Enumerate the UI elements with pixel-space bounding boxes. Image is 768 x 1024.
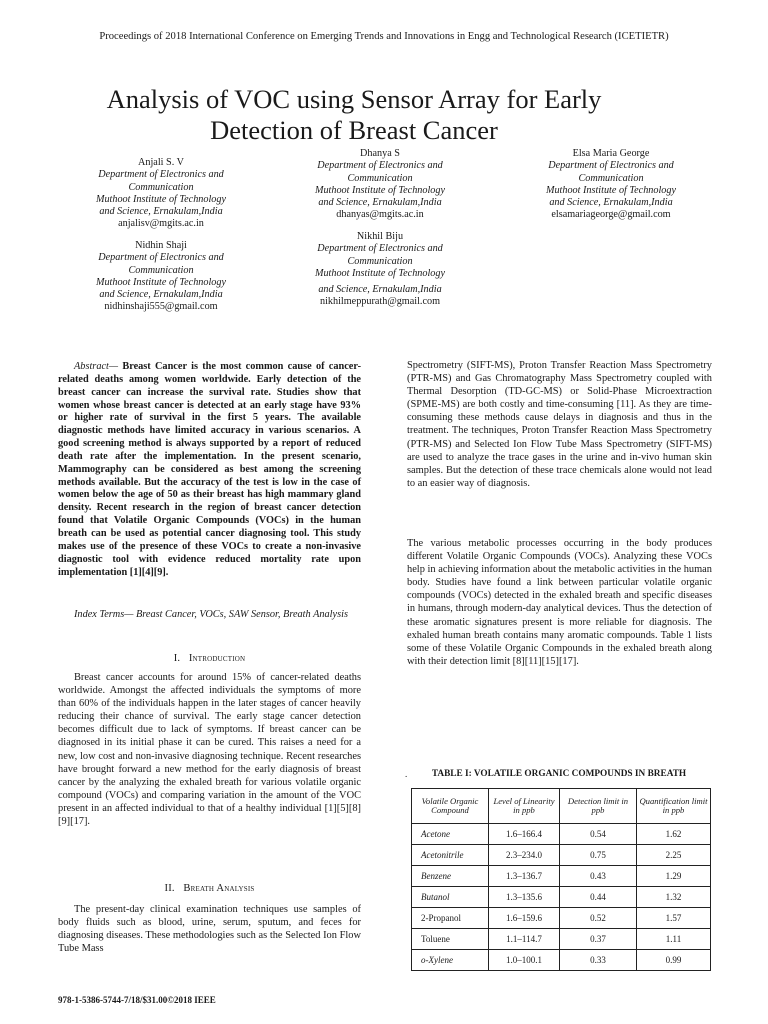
- table-cell: Toluene: [412, 929, 489, 950]
- author-email: dhanyas@mgits.ac.in: [336, 209, 424, 221]
- author-name: Anjali S. V: [138, 157, 184, 168]
- table-cell: 1.29: [637, 866, 711, 887]
- author-block-5: [278, 231, 482, 309]
- table-cell: 1.57: [637, 908, 711, 929]
- author-dept: Department of Electronics and: [317, 160, 443, 172]
- table-header-cell: Quantification limit in ppb: [637, 789, 711, 824]
- table-cell: Acetone: [412, 824, 489, 845]
- author-email: elsamariageorge@gmail.com: [551, 209, 671, 221]
- author-inst: and Science, Ernakulam,India: [318, 197, 442, 209]
- author-block-3: [510, 148, 712, 222]
- paper-title: [40, 84, 668, 146]
- table-header-cell: Volatile Organic Compound: [412, 789, 489, 824]
- author-email: anjalisv@mgits.ac.in: [118, 218, 204, 230]
- table-caption: TABLE I: VOLATILE ORGANIC COMPOUNDS IN BREATH: [431, 769, 687, 779]
- author-dept: Department of Electronics and: [98, 252, 224, 264]
- table-cell: 1.62: [637, 824, 711, 845]
- table-cell: 2.3–234.0: [489, 845, 560, 866]
- abstract-label: Abstract—: [74, 361, 119, 372]
- table-cell: 2.25: [637, 845, 711, 866]
- table-cell: 1.6–166.4: [489, 824, 560, 845]
- title-line-2: Detection of Breast Cancer: [210, 115, 498, 145]
- author-dept: Communication: [347, 255, 413, 267]
- author-email: nidhinshaji555@gmail.com: [104, 301, 218, 313]
- section-heading-breath-analysis: [58, 883, 361, 894]
- author-email: nikhilmeppurath@gmail.com: [319, 296, 440, 308]
- author-dept: Department of Electronics and: [98, 169, 224, 181]
- section-number: I.: [173, 653, 181, 664]
- author-dept: Department of Electronics and: [317, 243, 443, 255]
- table-cell: 0.54: [560, 824, 637, 845]
- stray-dot: .: [405, 769, 408, 779]
- right-paragraph-2: The various metabolic processes occurring in the body produces different Volatile Organic Compounds (VOCs). Analyzing these VOCs help in achieving information about the metabolic activities in the human body. Studies have found a link between particular volatile organic compounds (VOCs) detected in the exhaled breath and specific diseases in humans, through modern-day analytical devices. Thus the detection of these aromatic signatures present is more reliable for diagnosis. The exhaled human breath contains many aromatic compounds. Table 1 lists some of these Volatile Organic Compounds in the exhaled breath along with their detection limit [8][11][15][17].: [407, 538, 712, 667]
- table-row: [412, 908, 711, 929]
- table-cell: 1.32: [637, 887, 711, 908]
- author-inst: and Science, Ernakulam,India: [318, 284, 442, 296]
- author-dept: Department of Electronics and: [548, 160, 674, 172]
- table-cell: 0.52: [560, 908, 637, 929]
- voc-table: [411, 788, 711, 971]
- table-row: [412, 845, 711, 866]
- section-heading-introduction: [58, 653, 361, 664]
- table-cell: 0.43: [560, 866, 637, 887]
- author-name: Elsa Maria George: [572, 148, 650, 159]
- author-block-2: [278, 148, 482, 222]
- table-header-row: [412, 789, 711, 824]
- table-row: [412, 887, 711, 908]
- table-row: [412, 824, 711, 845]
- table-header-cell: Level of Linearity in ppb: [489, 789, 560, 824]
- table-cell: 2-Propanol: [412, 908, 489, 929]
- table-cell: 1.3–136.7: [489, 866, 560, 887]
- author-inst: Muthoot Institute of Technology: [314, 184, 446, 196]
- table-cell: o-Xylene: [412, 950, 489, 971]
- author-inst: and Science, Ernakulam,India: [99, 206, 223, 218]
- table-row: [412, 866, 711, 887]
- author-dept: Communication: [128, 264, 194, 276]
- author-dept: Communication: [347, 172, 413, 184]
- abstract: [58, 361, 361, 579]
- table-cell: 1.1–114.7: [489, 929, 560, 950]
- table-cell: 0.44: [560, 887, 637, 908]
- section-title: Introduction: [188, 653, 246, 664]
- author-inst: Muthoot Institute of Technology: [314, 267, 446, 279]
- conference-header: Proceedings of 2018 International Conference on Emerging Trends and Innovations in Engg and Technological Research (ICETIETR): [99, 31, 669, 42]
- author-dept: Communication: [128, 181, 194, 193]
- index-terms: Index Terms— Breast Cancer, VOCs, SAW Sensor, Breath Analysis: [74, 609, 348, 620]
- table-cell: Benzene: [412, 866, 489, 887]
- author-inst: Muthoot Institute of Technology: [95, 193, 227, 205]
- table-cell: 1.3–135.6: [489, 887, 560, 908]
- title-line-1: Analysis of VOC using Sensor Array for Early: [106, 84, 602, 114]
- table-cell: 1.6–159.6: [489, 908, 560, 929]
- table-cell: 0.37: [560, 929, 637, 950]
- author-block-4: [60, 240, 262, 314]
- table-row: [412, 950, 711, 971]
- abstract-text: Breast Cancer is the most common cause of cancer-related deaths among women worldwide. Early detection of the breast cancer can increase the survival rate. Studies show that women whose breast cancer is detected at an early stage have 93% or higher rate of survival in the first 5 years. The available diagnostic methods have limited accuracy in various scenarios. A good screening method is always supported by a report of reduced death rate after the implementation. In the present scenario, Mammography can be considered as best among the screening methods available. But the accuracy of the test is low in the case of women below the age of 50 as their breast has high mammary gland density. Recent research in the region of breast cancer detection found that Volatile Organic Compounds (VOCs) in the human breath can be used as potential cancer diagnosing tool. This study makes use of the presence of these VOCs to create a non-invasive diagnostic tool with evidence reduced mortality rate upon implementation [1][4][9].: [58, 361, 361, 578]
- breath-analysis-paragraph: The present-day clinical examination techniques use samples of body fluids such as blood, urine, serum, sputum, and feces for diagnosing diseases. These methodologies such as the Selected Ion Flow Tube Mass: [58, 904, 361, 955]
- table-cell: 1.0–100.1: [489, 950, 560, 971]
- section-number: II.: [164, 883, 175, 894]
- right-paragraph-1: Spectrometry (SIFT-MS), Proton Transfer Reaction Mass Spectrometry (PTR-MS) and Gas Chromatography Mass Spectrometry coupled with Thermal Desorption (TD-GC-MS) or Solid-Phase Microextraction (SPME-MS) are both costly and time-consuming [11]. As they are time-consuming these methods cause delays in diagnosis and thus in the treatment. The techniques, Proton Transfer Reaction Mass Spectrometry (PTR-MS) and Selected Ion Flow Tube Mass Spectrometry (SIFT-MS) are used to analyze the trace gases in the urine and in-vivo human skin samples. But the detection of these trace chemicals alone would not lead to an easier way of diagnosis.: [407, 360, 712, 489]
- table-cell: 0.99: [637, 950, 711, 971]
- table-header-cell: Detection limit in ppb: [560, 789, 637, 824]
- intro-paragraph: Breast cancer accounts for around 15% of cancer-related deaths worldwide. Amongst the affected individuals the symptoms of more than 60% of the individuals happen in the later stages of cancer heavily reducing their chance of survival. The early stage cancer detection becomes difficult due to lack of symptoms. If breast cancer can be diagnosed in its initial phase it can be cured. This raises a need for a new, low cost and non-invasive diagnosing technique. Recent researches have brought forward a new method for the early diagnosis of breast cancer by the analyzing the exhaled breath for various volatile organic compound (VOCs) and comparing variation in the amount of the VOC present in an affected individual to that of a healthy individual [1][5][8][9][17].: [58, 672, 361, 828]
- table-cell: 0.33: [560, 950, 637, 971]
- author-inst: Muthoot Institute of Technology: [545, 184, 677, 196]
- author-inst: and Science, Ernakulam,India: [549, 197, 673, 209]
- author-block-1: [60, 157, 262, 231]
- author-name: Dhanya S: [360, 148, 400, 159]
- table-cell: Butanol: [412, 887, 489, 908]
- author-name: Nikhil Biju: [356, 231, 404, 242]
- section-title: Breath Analysis: [183, 883, 255, 894]
- author-inst: and Science, Ernakulam,India: [99, 289, 223, 301]
- author-name: Nidhin Shaji: [135, 240, 187, 251]
- table-row: [412, 929, 711, 950]
- table-cell: Acetonitrile: [412, 845, 489, 866]
- table-cell: 0.75: [560, 845, 637, 866]
- author-dept: Communication: [578, 172, 644, 184]
- copyright-footer: 978-1-5386-5744-7/18/$31.00©2018 IEEE: [58, 995, 216, 1005]
- author-inst: Muthoot Institute of Technology: [95, 276, 227, 288]
- table-cell: 1.11: [637, 929, 711, 950]
